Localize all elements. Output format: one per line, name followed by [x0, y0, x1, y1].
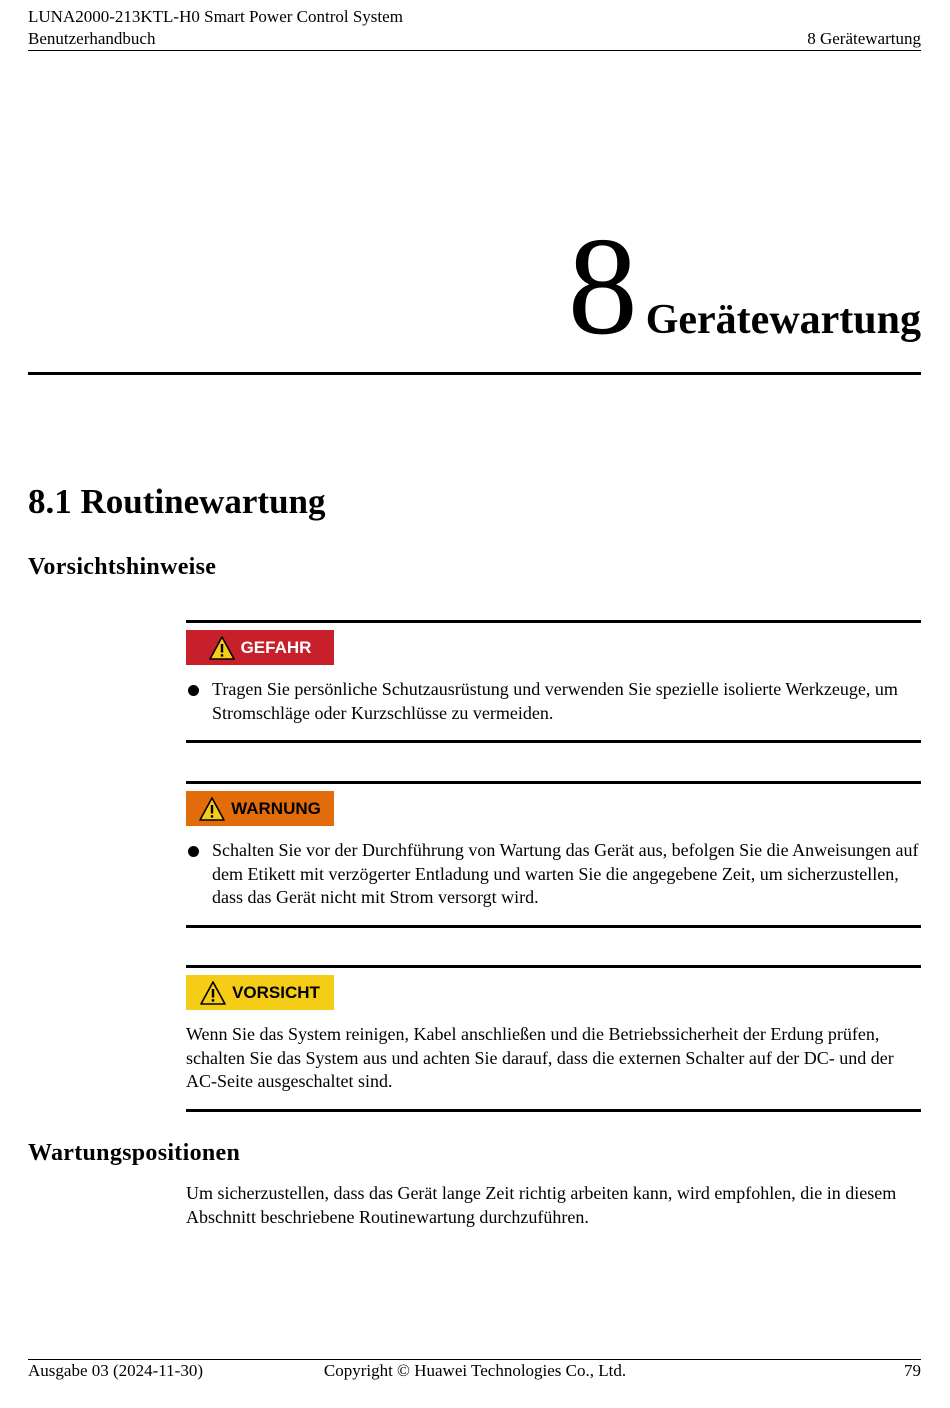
precautions-heading: Vorsichtshinweise	[28, 554, 217, 580]
warning-text: Schalten Sie vor der Durchführung von Wartung das Gerät aus, befolgen Sie die Anweisungen auf dem Etikett mit verzögerter Entladung und warten Sie die angegebene Zeit, um sicherzustellen, dass das Gerät nicht mit Strom versorgt wird.	[212, 840, 919, 907]
danger-label: GEFAHR	[240, 637, 312, 657]
warning-triangle-icon	[200, 981, 226, 1005]
warning-badge	[186, 791, 334, 826]
danger-notice	[186, 620, 921, 744]
notice-rule-top	[186, 965, 921, 968]
notice-rule-top	[186, 781, 921, 784]
notice-rule-bottom	[186, 740, 921, 743]
caution-badge	[186, 975, 334, 1010]
danger-text: Tragen Sie persönliche Schutzausrüstung und verwenden Sie spezielle isolierte Werkzeuge, um Stromschläge oder Kurzschlüsse zu vermeiden.	[212, 679, 898, 723]
notice-rule-bottom	[186, 925, 921, 928]
warning-text-item	[186, 839, 921, 910]
warning-triangle-icon	[199, 797, 225, 821]
warning-notice	[186, 781, 921, 929]
bullet-icon	[188, 846, 199, 857]
product-name: LUNA2000-213KTL-H0 Smart Power Control System	[28, 7, 403, 26]
caution-label: VORSICHT	[232, 982, 320, 1002]
notice-rule-top	[186, 620, 921, 623]
maintenance-text: Um sicherzustellen, dass das Gerät lange Zeit richtig arbeiten kann, wird empfohlen, die in diesem Abschnitt beschriebene Routinewartung durchzuführen.	[186, 1183, 897, 1227]
notice-rule-bottom	[186, 1109, 921, 1112]
chapter-rule	[28, 372, 921, 375]
warning-triangle-icon	[209, 636, 235, 660]
bullet-icon	[188, 685, 199, 696]
footer-copyright: Copyright © Huawei Technologies Co., Ltd.	[323, 1361, 627, 1380]
chapter-name: Gerätewartung	[645, 297, 921, 343]
caution-text: Wenn Sie das System reinigen, Kabel anschließen und die Betriebssicherheit der Erdung prüfen, schalten Sie das System aus und achten Sie darauf, dass die externen Schalter auf der DC- und der AC-Seite ausgeschaltet sind.	[186, 1024, 894, 1091]
maintenance-heading: Wartungspositionen	[28, 1140, 241, 1166]
running-header-left	[28, 6, 403, 50]
footer-issue: Ausgabe 03 (2024-11-30)	[28, 1361, 203, 1380]
header-rule	[28, 50, 921, 51]
danger-badge	[186, 630, 334, 665]
manual-name: Benutzerhandbuch	[28, 29, 156, 48]
caution-notice	[186, 965, 921, 1113]
chapter-title	[567, 209, 921, 364]
section-title: 8.1 Routinewartung	[28, 482, 326, 521]
running-header-chapter: 8 Gerätewartung	[807, 29, 921, 48]
warning-label: WARNUNG	[231, 798, 321, 818]
danger-text-item	[186, 678, 921, 725]
chapter-number: 8	[567, 209, 638, 364]
page-number: 79	[904, 1361, 921, 1380]
